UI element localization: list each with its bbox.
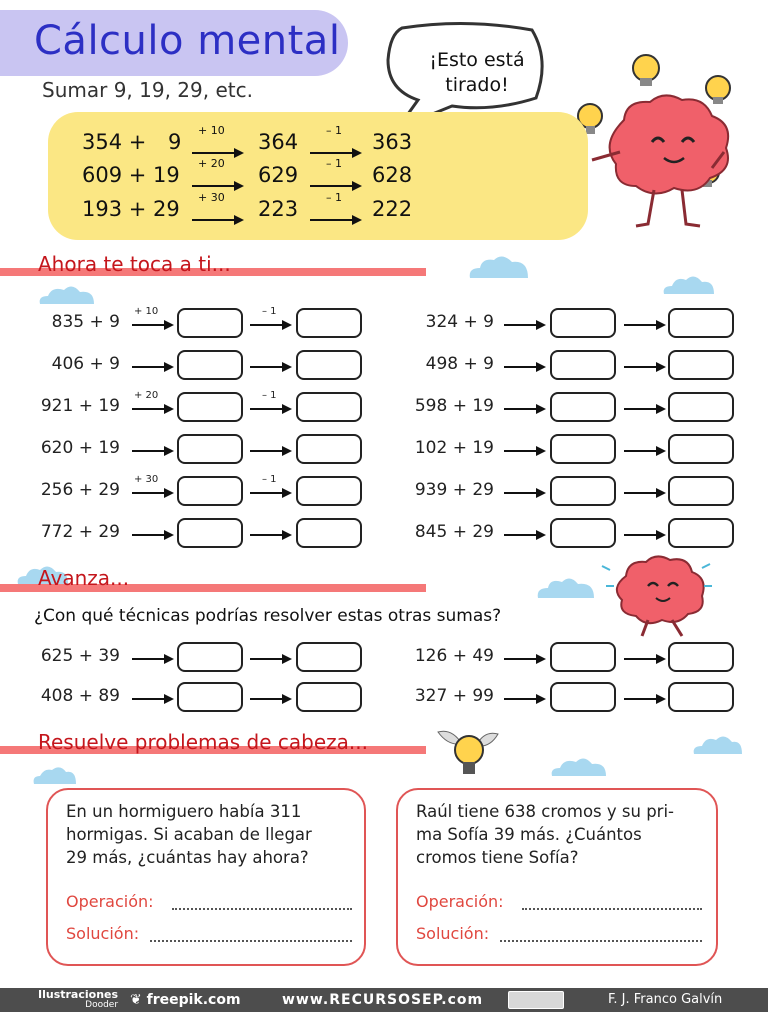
step-hint: – 1 — [262, 306, 277, 317]
example-result: 222 — [372, 197, 413, 221]
answer-box[interactable] — [177, 434, 243, 464]
license-badge-icon — [508, 991, 564, 1009]
arrow-right-icon — [624, 403, 666, 415]
arrow-right-icon — [250, 361, 292, 373]
arrow — [504, 400, 546, 416]
sum-operation: 126 + 49 — [414, 646, 494, 666]
example-arrow — [310, 173, 362, 187]
arrow — [132, 316, 174, 332]
sum-operation: 327 + 99 — [414, 686, 494, 706]
step-hint: + 20 — [134, 390, 159, 401]
answer-box[interactable] — [177, 350, 243, 380]
arrow — [132, 484, 174, 500]
arrow-right-icon — [250, 487, 292, 499]
arrow — [250, 358, 292, 374]
arrow-right-icon — [250, 529, 292, 541]
answer-box[interactable] — [296, 476, 362, 506]
sum-operation: 625 + 39 — [40, 646, 120, 666]
problem-line: ma Sofía 39 más. ¿Cuántos — [416, 825, 642, 844]
sum-operation: 256 + 29 — [40, 480, 120, 500]
sum-operation: 598 + 19 — [414, 396, 494, 416]
arrow-right-icon — [504, 319, 546, 331]
answer-box[interactable] — [177, 392, 243, 422]
answer-box[interactable] — [550, 682, 616, 712]
example-row — [82, 157, 482, 193]
answer-box[interactable] — [550, 350, 616, 380]
operation-answer-line[interactable] — [172, 908, 352, 910]
example-step-hint: – 1 — [326, 124, 342, 137]
arrow — [250, 690, 292, 706]
arrow-right-icon — [624, 653, 666, 665]
problem-line: En un hormiguero había 311 — [66, 802, 302, 821]
arrow-right-icon — [250, 445, 292, 457]
answer-box[interactable] — [550, 518, 616, 548]
arrow — [504, 690, 546, 706]
cloud-icon — [30, 766, 78, 786]
arrow-right-icon — [504, 403, 546, 415]
arrow — [132, 442, 174, 458]
example-row — [82, 124, 482, 160]
answer-box[interactable] — [177, 518, 243, 548]
example-intermediate: 364 — [258, 130, 299, 154]
brain-juggling-icon — [574, 40, 760, 236]
arrow — [132, 650, 174, 666]
cloud-icon — [690, 734, 744, 756]
arrow-right-icon — [504, 487, 546, 499]
section-title-practice: Ahora te toca a ti... — [38, 252, 231, 276]
arrow-right-icon — [310, 214, 362, 226]
example-result: 363 — [372, 130, 413, 154]
footer-illustrator: Dooder — [85, 1000, 119, 1010]
solution-answer-line[interactable] — [500, 940, 702, 942]
answer-box[interactable] — [668, 476, 734, 506]
lightbulb-icon — [633, 55, 659, 86]
arrow-right-icon — [624, 319, 666, 331]
problem-line: hormigas. Si acaban de llegar — [66, 825, 312, 844]
arrow — [250, 526, 292, 542]
example-intermediate: 223 — [258, 197, 299, 221]
freepik-logo — [130, 992, 241, 1008]
arrow-right-icon — [132, 693, 174, 705]
sum-operation: 921 + 19 — [40, 396, 120, 416]
example-arrow — [192, 140, 244, 154]
arrow-right-icon — [624, 361, 666, 373]
example-step-hint: – 1 — [326, 157, 342, 170]
arrow-right-icon — [132, 487, 174, 499]
freepik-icon: ❦ — [130, 992, 147, 1008]
sum-operation: 102 + 19 — [414, 438, 494, 458]
arrow-right-icon — [504, 445, 546, 457]
arrow-right-icon — [504, 693, 546, 705]
sum-operation: 324 + 9 — [425, 312, 494, 332]
arrow-right-icon — [132, 361, 174, 373]
answer-box[interactable] — [296, 642, 362, 672]
arrow-right-icon — [624, 445, 666, 457]
example-arrow — [310, 207, 362, 221]
operation-label: Operación: — [416, 892, 504, 911]
step-hint: – 1 — [262, 390, 277, 401]
example-step-hint: – 1 — [326, 191, 342, 204]
arrow — [250, 484, 292, 500]
arrow — [132, 690, 174, 706]
section-question: ¿Con qué técnicas podrías resolver estas otras sumas? — [34, 606, 502, 626]
example-arrow — [192, 207, 244, 221]
cloud-icon — [660, 274, 716, 296]
arrow — [250, 650, 292, 666]
problem-line: Raúl tiene 638 cromos y su pri- — [416, 802, 674, 821]
answer-box[interactable] — [668, 642, 734, 672]
example-intermediate: 629 — [258, 163, 299, 187]
answer-box[interactable] — [668, 518, 734, 548]
answer-box[interactable] — [296, 682, 362, 712]
arrow — [624, 484, 666, 500]
page-title: Cálculo mental — [34, 18, 341, 64]
arrow — [250, 316, 292, 332]
arrow — [624, 316, 666, 332]
arrow-right-icon — [624, 693, 666, 705]
answer-box[interactable] — [296, 350, 362, 380]
sum-operation: 498 + 9 — [425, 354, 494, 374]
speech-bubble-text — [418, 48, 536, 98]
arrow — [132, 400, 174, 416]
arrow-right-icon — [132, 653, 174, 665]
step-hint: + 10 — [134, 306, 159, 317]
arrow — [504, 484, 546, 500]
arrow-right-icon — [624, 529, 666, 541]
cloud-icon — [466, 254, 532, 280]
arrow — [504, 442, 546, 458]
answer-box[interactable] — [177, 642, 243, 672]
example-operation: 193 + 29 — [82, 197, 180, 221]
answer-box[interactable] — [177, 476, 243, 506]
step-hint: + 30 — [134, 474, 159, 485]
footer-site[interactable]: www.RECURSOSEP.com — [282, 992, 484, 1008]
arrow-right-icon — [250, 319, 292, 331]
arrow — [624, 400, 666, 416]
cloud-icon — [534, 576, 596, 600]
answer-box[interactable] — [668, 350, 734, 380]
arrow-right-icon — [132, 529, 174, 541]
arrow — [624, 358, 666, 374]
arrow-right-icon — [504, 361, 546, 373]
arrow-right-icon — [250, 693, 292, 705]
answer-box[interactable] — [550, 392, 616, 422]
arrow-right-icon — [250, 403, 292, 415]
arrow — [504, 526, 546, 542]
answer-box[interactable] — [550, 308, 616, 338]
arrow-right-icon — [504, 653, 546, 665]
solution-label: Solución: — [66, 924, 140, 943]
section-title-advance: Avanza... — [38, 566, 130, 590]
sum-operation: 939 + 29 — [414, 480, 494, 500]
answer-box[interactable] — [177, 682, 243, 712]
footer-author: F. J. Franco Galvín — [608, 992, 723, 1007]
answer-box[interactable] — [296, 518, 362, 548]
section-title-problems: Resuelve problemas de cabeza... — [38, 730, 368, 754]
answer-box[interactable] — [177, 308, 243, 338]
answer-box[interactable] — [668, 308, 734, 338]
answer-box[interactable] — [668, 682, 734, 712]
freepik-label: freepik.com — [146, 992, 241, 1008]
sum-operation: 408 + 89 — [40, 686, 120, 706]
arrow-right-icon — [192, 214, 244, 226]
example-step-hint: + 20 — [198, 157, 225, 170]
answer-box[interactable] — [668, 434, 734, 464]
example-arrow — [192, 173, 244, 187]
operation-answer-line[interactable] — [522, 908, 702, 910]
example-step-hint: + 10 — [198, 124, 225, 137]
problem-line: cromos tiene Sofía? — [416, 848, 579, 867]
example-result: 628 — [372, 163, 413, 187]
arrow — [624, 526, 666, 542]
arrow — [132, 526, 174, 542]
footer-illustrations-label: Ilustraciones — [38, 988, 119, 1001]
sum-operation: 772 + 29 — [40, 522, 120, 542]
example-row — [82, 191, 482, 227]
cloud-icon — [548, 756, 608, 778]
arrow — [624, 442, 666, 458]
arrow-right-icon — [250, 653, 292, 665]
speech-line-2: tirado! — [445, 74, 509, 96]
lightbulb-wings-icon — [432, 722, 504, 784]
answer-box[interactable] — [668, 392, 734, 422]
answer-box[interactable] — [296, 434, 362, 464]
step-hint: – 1 — [262, 474, 277, 485]
arrow-right-icon — [132, 319, 174, 331]
answer-box[interactable] — [296, 392, 362, 422]
arrow — [624, 690, 666, 706]
example-operation: 609 + 19 — [82, 163, 180, 187]
answer-box[interactable] — [550, 642, 616, 672]
speech-line-1: ¡Esto está — [429, 49, 525, 71]
cloud-icon — [36, 284, 96, 306]
sum-operation: 620 + 19 — [40, 438, 120, 458]
example-arrow — [310, 140, 362, 154]
problem-text-1 — [66, 800, 350, 869]
arrow-right-icon — [624, 487, 666, 499]
problem-text-2 — [416, 800, 700, 869]
example-operand: 9 — [168, 130, 182, 154]
arrow — [250, 400, 292, 416]
operation-label: Operación: — [66, 892, 154, 911]
sum-operation: 835 + 9 — [51, 312, 120, 332]
arrow-right-icon — [504, 529, 546, 541]
answer-box[interactable] — [550, 434, 616, 464]
arrow-right-icon — [132, 403, 174, 415]
sum-operation: 845 + 29 — [414, 522, 494, 542]
sum-operation: 406 + 9 — [51, 354, 120, 374]
answer-box[interactable] — [296, 308, 362, 338]
arrow — [132, 358, 174, 374]
brain-dancing-icon — [598, 546, 718, 640]
solution-label: Solución: — [416, 924, 490, 943]
footer-illustrations — [38, 989, 118, 1011]
arrow — [504, 650, 546, 666]
arrow — [504, 316, 546, 332]
answer-box[interactable] — [550, 476, 616, 506]
example-step-hint: + 30 — [198, 191, 225, 204]
page-subtitle: Sumar 9, 19, 29, etc. — [42, 78, 253, 102]
solution-answer-line[interactable] — [150, 940, 352, 942]
arrow — [624, 650, 666, 666]
example-operation: 354 + — [82, 130, 147, 154]
arrow — [504, 358, 546, 374]
problem-line: 29 más, ¿cuántas hay ahora? — [66, 848, 309, 867]
arrow — [250, 442, 292, 458]
arrow-right-icon — [132, 445, 174, 457]
